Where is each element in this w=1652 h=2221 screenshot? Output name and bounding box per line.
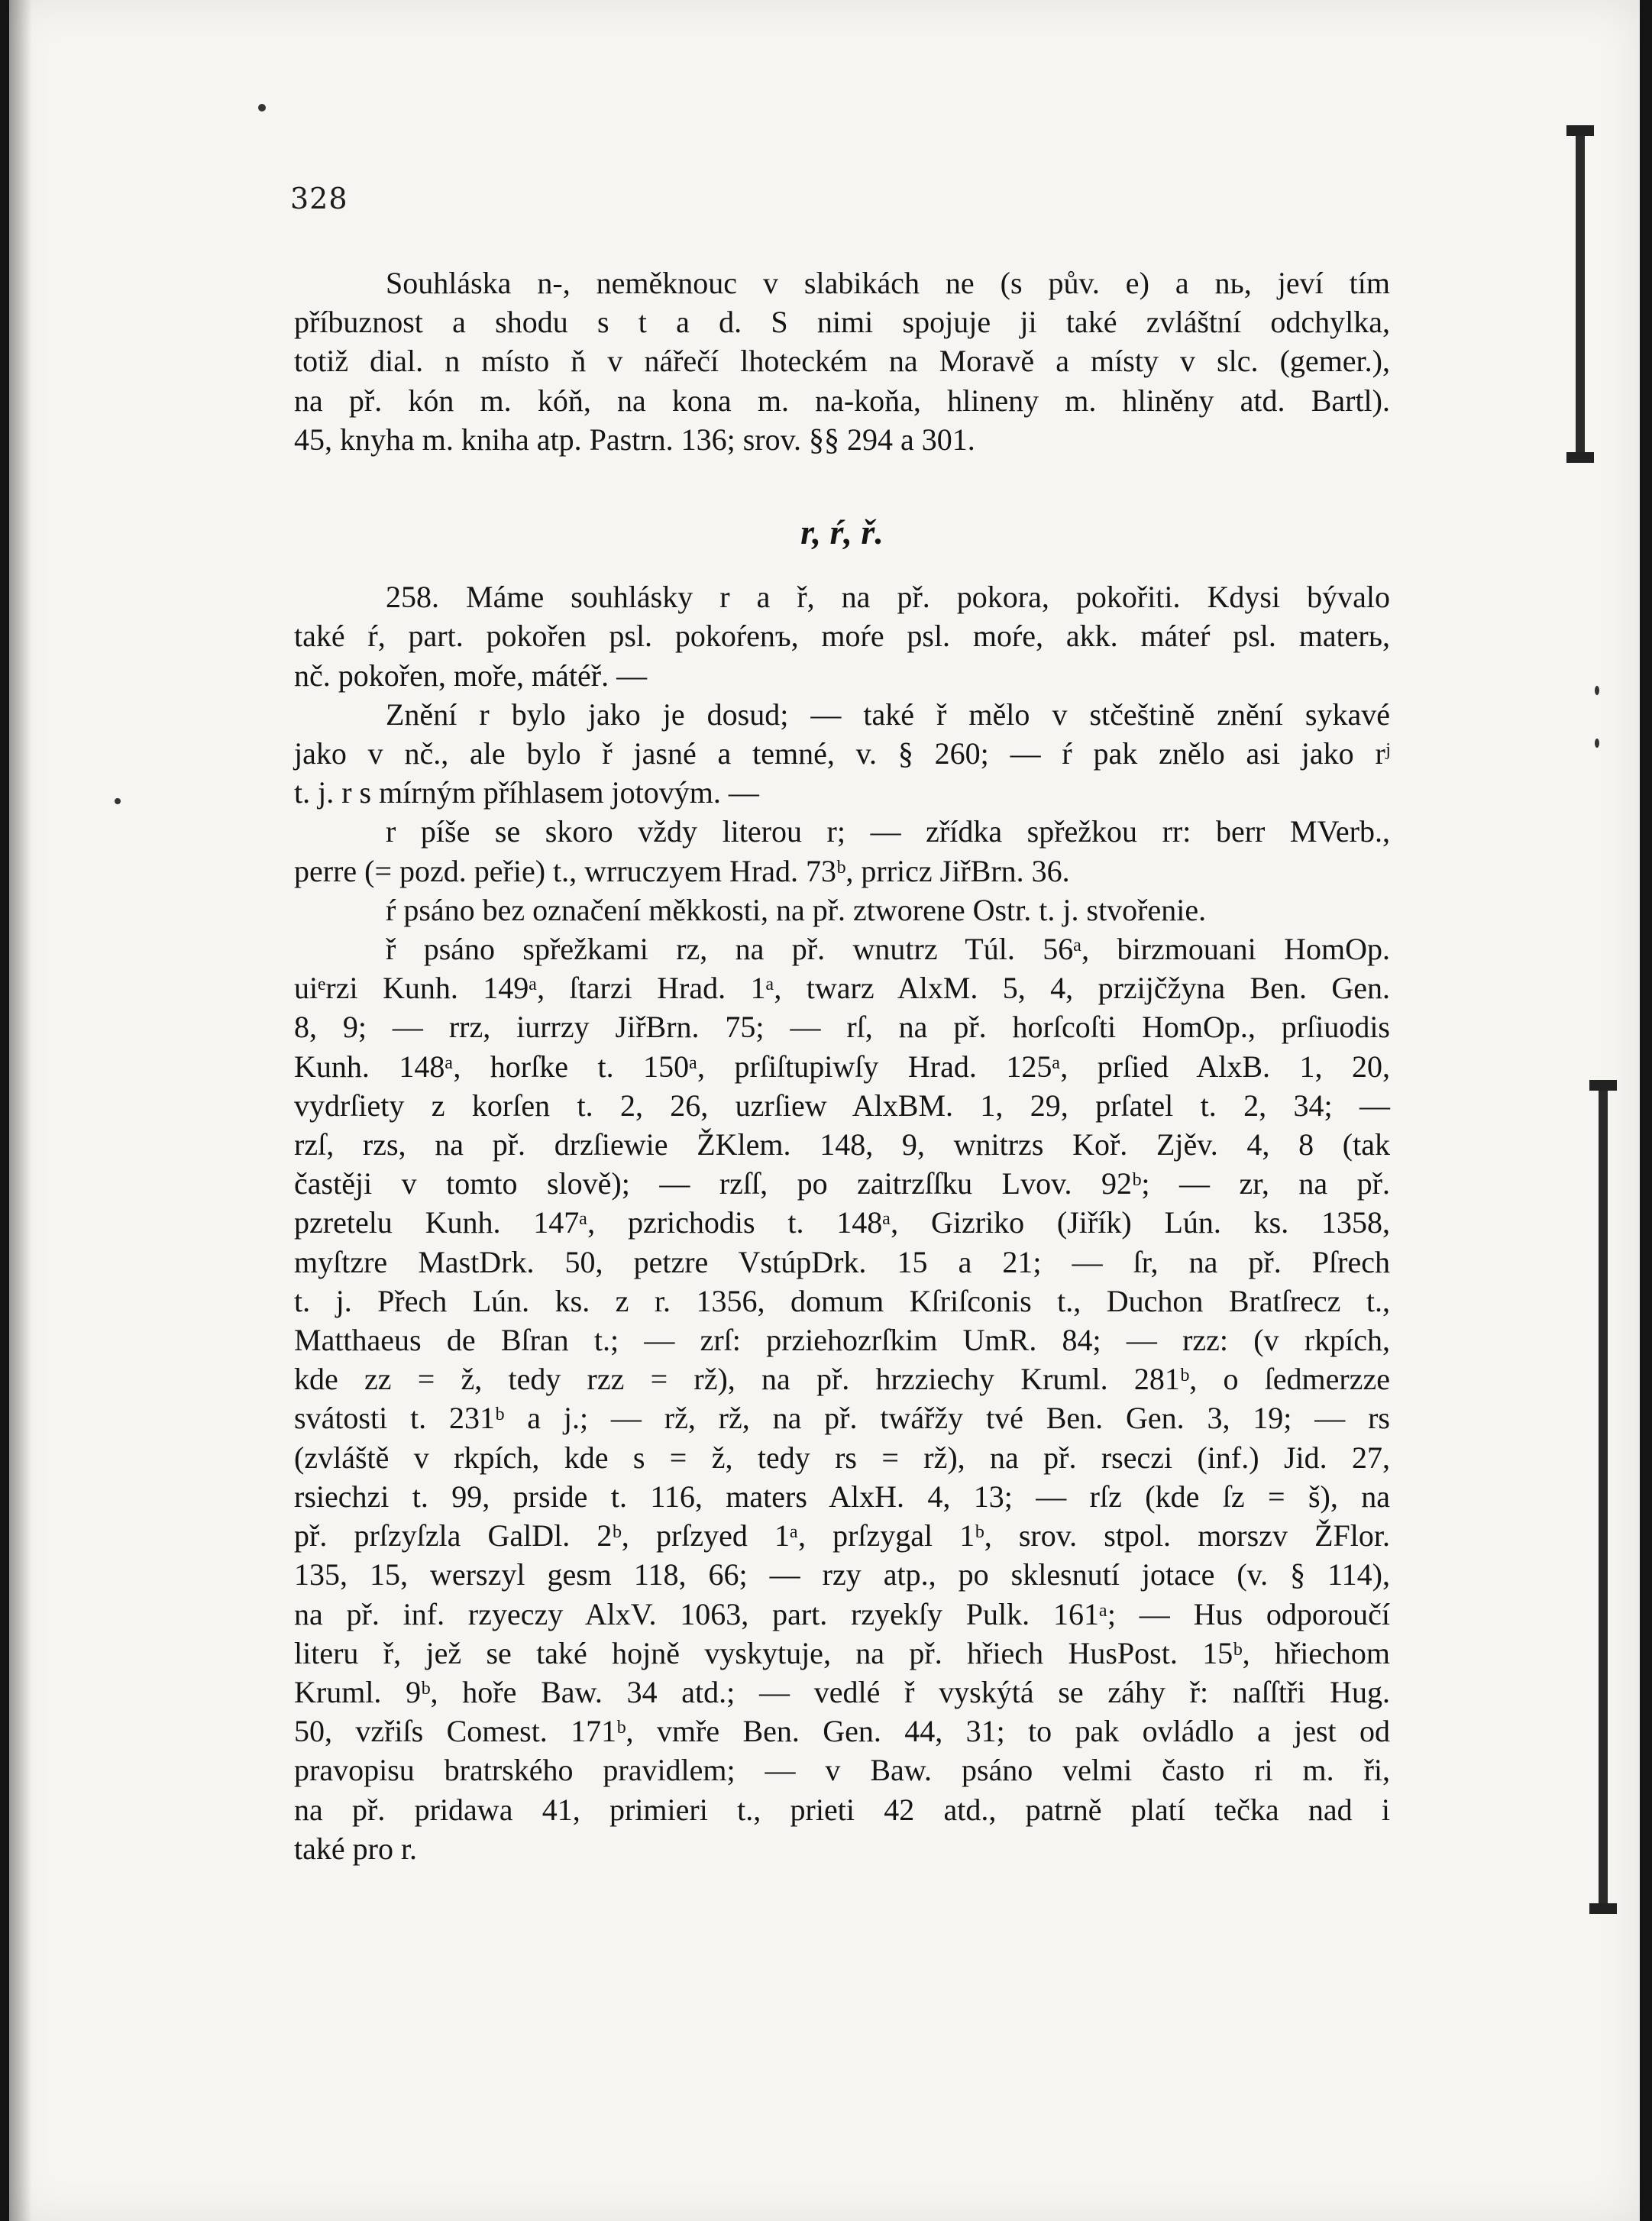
paragraph-line: kde zz = ž, tedy rzz = rž), na př. hrzziechy Kruml. 281ᵇ, o ſedmerzze [294, 1362, 1390, 1397]
dust-speck [115, 798, 121, 804]
paragraph-line: příbuznost a shodu s t a d. S nimi spojuje ji také zvláštní odchylka, [294, 305, 1390, 340]
page-edge-shadow [9, 0, 32, 2221]
paragraph-line: také pro r. [294, 1831, 418, 1866]
paragraph-line: př. prſzyſzla GalDl. 2ᵇ, prſzyed 1ᵃ, prſzygal 1ᵇ, srov. stpol. morszv ŽFlor. [294, 1518, 1390, 1553]
paragraph-line: r píše se skoro vždy literou r; — zřídka spřežkou rr: berr MVerb., [386, 814, 1390, 849]
paragraph-line: 135, 15, werszyl gesm 118, 66; — rzy atp., po sklesnutí jotace (v. § 114), [294, 1557, 1390, 1592]
paragraph-line: svátosti t. 231ᵇ a j.; — rž, rž, na př. twářžy tvé Ben. Gen. 3, 19; — rs [294, 1401, 1390, 1436]
paragraph-line: t. j. Přech Lún. ks. z r. 1356, domum Kſriſconis t., Duchon Bratſrecz t., [294, 1283, 1390, 1318]
paragraph-line: častěji v tomto slově); — rzſſ, po zaitrzſſku Lvov. 92ᵇ; — zr, na př. [294, 1166, 1390, 1201]
paragraph-line: uiᵉrzi Kunh. 149ᵃ, ſtarzi Hrad. 1ᵃ, twarz AlxM. 5, 4, przijčžyna Ben. Gen. [294, 971, 1390, 1006]
paragraph-line: vydrſiety z korſen t. 2, 26, uzrſiew AlxBM. 1, 29, prſatel t. 2, 34; — [294, 1088, 1390, 1123]
paragraph-line: pzretelu Kunh. 147ᵃ, pzrichodis t. 148ᵃ, Gizriko (Jiřík) Lún. ks. 1358, [294, 1205, 1390, 1240]
paragraph-line: totiž dial. n místo ň v nářečí lhoteckém na Moravě a místy v slc. (gemer.), [294, 344, 1390, 379]
page-number: 328 [290, 182, 348, 215]
paragraph-line: perre (= pozd. peřie) t., wrruczyem Hrad. 73ᵇ, prricz JiřBrn. 36. [294, 853, 1070, 888]
paragraph-line: ř psáno spřežkami rz, na př. wnutrz Túl. 56ᵃ, birzmouani HomOp. [386, 932, 1390, 967]
paragraph-line: na př. inf. rzyeczy AlxV. 1063, part. rzyekſy Pulk. 161ᵃ; — Hus odporoučí [294, 1596, 1390, 1631]
binding-ruler [1576, 130, 1585, 458]
paragraph-line: Kunh. 148ᵃ, horſke t. 150ᵃ, prſiſtupiwſy Hrad. 125ᵃ, prſied AlxB. 1, 20, [294, 1049, 1390, 1084]
paragraph-line: 50, vzřiſs Comest. 171ᵇ, vmře Ben. Gen. 44, 31; to pak ovládlo a jest od [294, 1714, 1390, 1749]
paragraph-line: ŕ psáno bez označení měkkosti, na př. ztworene Ostr. t. j. stvořenie. [386, 892, 1207, 927]
paragraph-line: Matthaeus de Bſran t.; — zrſ: przieһozrſkim UmR. 84; — rzz: (v rkpích, [294, 1323, 1390, 1358]
paragraph-line: nč. pokořen, moře, mátéř. — [294, 658, 648, 693]
paragraph-line: rzſ, rzs, na př. drzſiewie ŽKlem. 148, 9, wnitrzs Koř. Zjěv. 4, 8 (tak [294, 1127, 1390, 1162]
binding-ruler [1599, 1085, 1608, 1909]
paragraph-line: také ŕ, part. pokořen psl. pokoŕenъ, moŕe psl. moŕe, akk. máteŕ psl. materь, [294, 619, 1390, 654]
paragraph-line: Znění r bylo jako je dosud; — také ř mělo v stčeštině znění sykavé [386, 697, 1390, 732]
paragraph-line: Souhláska n-, neměknouc v slabikách ne (s pův. e) a nь, jeví tím [386, 266, 1390, 300]
paragraph-line: na př. kón m. kóň, na kona m. na-koňa, hlineny m. hliněny atd. Bartl). [294, 383, 1390, 418]
paragraph-line: (zvláště v rkpích, kde s = ž, tedy rs = rž), na př. rseczi (inf.) Jid. 27, [294, 1440, 1390, 1475]
paragraph-line: 45, knyha m. kniha atp. Pastrn. 136; srov. §§ 294 a 301. [294, 422, 975, 457]
paragraph-line: myſtzre MastDrk. 50, petzre VstúpDrk. 15 a 21; — ſr, na př. Pſrech [294, 1244, 1390, 1279]
section-heading: r, ŕ, ř. [800, 512, 884, 552]
dust-speck [258, 104, 266, 112]
paragraph-line: 258. Máme souhlásky r a ř, na př. pokora, pokořiti. Kdysi bývalo [386, 580, 1390, 615]
dust-speck [1595, 686, 1599, 695]
page-body [294, 263, 1390, 1868]
paragraph-line: t. j. r s mírným příhlasem jotovým. — [294, 775, 759, 810]
paragraph-line: na př. pridawa 41, primieri t., prieti 42 atd., patrně platí tečka nad i [294, 1792, 1390, 1827]
paragraph-line: rsiechzi t. 99, prside t. 116, maters AlxH. 4, 13; — rſz (kde ſz = š), na [294, 1479, 1390, 1514]
paragraph-line: pravopisu bratrského pravidlem; — v Baw. psáno velmi často ri m. ři, [294, 1753, 1390, 1788]
paragraph-line: 8, 9; — rrz, iurrzy JiřBrn. 75; — rſ, na př. horſcoſti HomOp., prſiuodis [294, 1010, 1390, 1045]
dust-speck [1595, 739, 1599, 748]
paragraph-line: jako v nč., ale bylo ř jasné a temné, v. § 260; — ŕ pak znělo asi jako rʲ [294, 736, 1390, 771]
paragraph-line: literu ř, jež se také hojně vyskytuje, na př. hřiech HusPost. 15ᵇ, hřiechom [294, 1635, 1390, 1670]
paragraph-line: Kruml. 9ᵇ, hoře Baw. 34 atd.; — vedlé ř vyskýtá se záhy ř: naſſtři Hug. [294, 1674, 1390, 1709]
